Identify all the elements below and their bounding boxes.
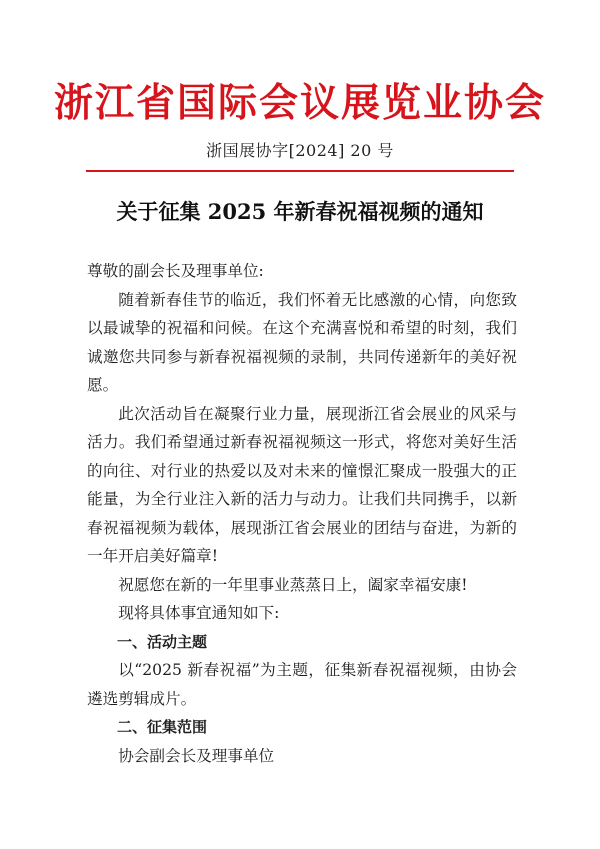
red-divider	[86, 170, 514, 172]
paragraph-notice-lead: 现将具体事宜通知如下:	[118, 604, 280, 622]
section-heading-theme: 一、活动主题	[117, 632, 208, 651]
section-heading-scope: 二、征集范围	[117, 718, 208, 736]
document-number: 浙国展协字[2024] 20 号	[206, 141, 394, 160]
paragraph-wishes: 祝愿您在新的一年里事业蒸蒸日上，阖家幸福安康!	[118, 575, 468, 594]
salutation: 尊敬的副会长及理事单位:	[87, 262, 264, 280]
organization-title: 浙江省国际会议展览业协会	[53, 80, 546, 126]
notice-title: 关于征集 2025 年新春祝福视频的通知	[116, 199, 484, 224]
paragraph-purpose: 此次活动旨在凝聚行业力量，展现浙江省会展业的风采与活力。我们希望通过新春祝福视频这一形式，将您对美好生活的向往、对行业的热爱以及对未来的憧憬汇聚成一股强大的正能量，为全行业注入新的活力与动力。让我们共同携手，以新春祝福视频为载体，展现浙江省会展业的团结与奋进，为新的一年开启美好篇章!	[87, 404, 517, 565]
paragraph-intro: 随着新春佳节的临近，我们怀着无比感激的心情，向您致以最诚挚的祝福和问候。在这个充满喜悦和希望的时刻，我们诚邀您共同参与新春祝福视频的录制，共同传递新年的美好祝愿。	[87, 290, 517, 394]
section-text-scope: 协会副会长及理事单位	[118, 746, 275, 765]
notice-body	[87, 257, 517, 770]
section-text-theme: 以“2025 新春祝福”为主题，征集新春祝福视频，由协会遴选剪辑成片。	[87, 661, 517, 708]
